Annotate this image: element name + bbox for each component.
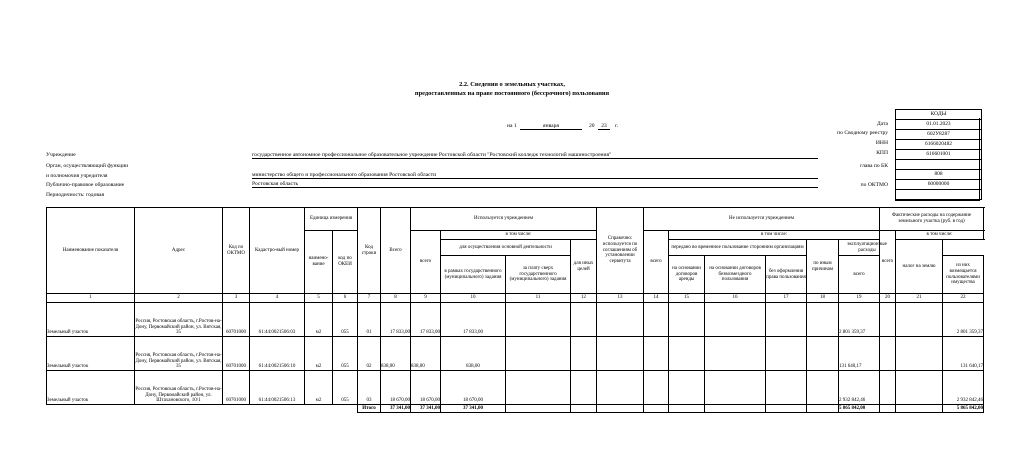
label-kpp: КПП xyxy=(876,150,888,156)
col-number: 8 xyxy=(381,294,411,303)
col-number: 19 xyxy=(839,294,880,303)
date-year-prefix: 20 xyxy=(589,123,595,129)
col-number: 16 xyxy=(705,294,766,303)
col-number: 1 xyxy=(47,294,135,303)
header-unit: Единица измерения xyxy=(305,208,358,231)
header-exp-incl: в том числе: xyxy=(896,231,984,240)
row-total: 838,00 xyxy=(381,337,411,371)
row-okei: 055 xyxy=(333,303,358,337)
header-unit-name: наимено-вание xyxy=(305,231,333,294)
organ-label-line1: Орган, осуществляющий функции xyxy=(46,163,129,169)
col-number: 9 xyxy=(411,294,441,303)
header-expenses: Фактические расходы на содержание земельного участка (руб. в год) xyxy=(880,208,984,231)
row-okei: 055 xyxy=(333,337,358,371)
table-row xyxy=(47,371,984,405)
col-number: 10 xyxy=(441,294,506,303)
code-oktmo: 60000000 xyxy=(896,180,981,190)
col-number: 6 xyxy=(333,294,358,303)
codes-header: КОДЫ xyxy=(896,110,981,120)
col-number: 7 xyxy=(358,294,381,303)
header-exp-oper-reimb: из них возмещается пользователями имущества xyxy=(943,256,984,294)
code-kpp: 616601001 xyxy=(896,150,981,160)
header-tr-noform: без оформления права пользования xyxy=(766,256,807,294)
col-number: 11 xyxy=(506,294,571,303)
date-month: января xyxy=(520,123,582,130)
row-exp-total: 2 932 842,46 xyxy=(839,371,880,405)
header-unit-code: код по ОКЕИ xyxy=(333,231,358,294)
row-used-state: 838,00 xyxy=(441,337,506,371)
col-number: 13 xyxy=(597,294,644,303)
row-unit: м2 xyxy=(305,337,333,371)
label-registry: по Сводному реестру xyxy=(837,130,888,136)
row-code: 01 xyxy=(358,303,381,337)
col-number: 14 xyxy=(644,294,669,303)
row-exp-total: 2 801 359,37 xyxy=(839,303,880,337)
header-tr-lease: на основании договоров аренды xyxy=(669,256,705,294)
totals-total: 37 341,00 xyxy=(381,405,411,413)
organ-value: министерство общего и профессионального образования Ростовской области xyxy=(252,172,818,179)
row-okei: 055 xyxy=(333,371,358,405)
header-tr-free: на основании договоров безвозмездного пользования xyxy=(705,256,766,294)
totals-land-tax: 5 865 842,00 xyxy=(943,405,984,413)
row-address: Россия, Ростовская область, г.Ростов-на- Дону, Первомайский район, ул. Вятская, 35 xyxy=(135,303,223,337)
header-used-total: всего xyxy=(411,231,441,294)
institution-label: Учреждение xyxy=(46,152,76,158)
institution-value: государственное автономное профессиональное образовательное учреждение Ростовской области "Ростовский колледж технологий машиностроения" xyxy=(252,152,818,159)
col-number: 3 xyxy=(223,294,250,303)
col-number: 4 xyxy=(250,294,305,303)
row-cadastral: 61:44:0021506:13 xyxy=(250,371,305,405)
header-name: Наименование показателя xyxy=(47,208,135,294)
row-name: Земельный участок xyxy=(47,337,135,371)
label-bk: глава по БК xyxy=(860,163,888,169)
col-number: 2 xyxy=(135,294,223,303)
totals-used-total: 37 341,00 xyxy=(411,405,441,413)
periodicity-label: Периодичность: годовая xyxy=(46,192,105,198)
row-unit: м2 xyxy=(305,303,333,337)
row-oktmo: 60701000 xyxy=(223,337,250,371)
header-cadastral: Кадастро-вый номер xyxy=(250,208,305,294)
land-plots-table xyxy=(46,207,984,413)
table-row xyxy=(47,337,984,371)
header-used-paid: за плату сверх государственного (муниципального) задания xyxy=(506,256,571,294)
header-not-used-total: всего xyxy=(644,231,669,294)
row-land-tax: 131 640,17 xyxy=(943,337,984,371)
row-unit: м2 xyxy=(305,371,333,405)
header-used: Используется учреждением xyxy=(411,208,597,231)
col-number: 22 xyxy=(943,294,984,303)
label-inn: ИНН xyxy=(875,140,888,146)
code-date: 01.01.2023 xyxy=(896,120,981,130)
row-total: 18 670,00 xyxy=(381,371,411,405)
col-number: 17 xyxy=(766,294,807,303)
header-servitude: Справочно: используется по соглашениям об установлении сервитута xyxy=(597,208,644,294)
header-used-other: для иных целей xyxy=(571,240,597,294)
row-exp-total: 131 640,17 xyxy=(839,337,880,371)
row-cadastral: 61:44:0021506:10 xyxy=(250,337,305,371)
header-not-used-incl: в том числе: xyxy=(669,231,880,240)
header-used-state: в рамках государственного (муниципального) задания xyxy=(441,256,506,294)
header-used-incl: в том числе: xyxy=(441,231,597,240)
header-land-tax: налог на землю xyxy=(896,240,943,294)
header-exp-total: всего xyxy=(880,231,896,294)
col-number: 5 xyxy=(305,294,333,303)
header-exp-oper-total: всего xyxy=(839,256,880,294)
row-address: Россия, Ростовская область, г.Ростов-на- Дону, Первомайский район, ул. Штахановского, 10/1 xyxy=(135,371,223,405)
col-number: 21 xyxy=(896,294,943,303)
totals-row xyxy=(47,405,984,413)
date-suffix: г. xyxy=(615,123,619,129)
row-code: 02 xyxy=(358,337,381,371)
row-total: 17 833,00 xyxy=(381,303,411,337)
row-used-total: 18 670,00 xyxy=(411,371,441,405)
organ-label-line2: и полномочия учредителя xyxy=(46,173,108,179)
header-address: Адрес xyxy=(135,208,223,294)
public-entity-label: Публично-правовое образование xyxy=(46,182,125,188)
row-address: Россия, Ростовская область, г.Ростов-на- Дону, Первомайский район, ул. Вятская, 35 xyxy=(135,337,223,371)
row-cadastral: 61:44:0021506:03 xyxy=(250,303,305,337)
row-oktmo: 60701000 xyxy=(223,303,250,337)
row-code: 03 xyxy=(358,371,381,405)
header-not-used: Не используется учреждением xyxy=(644,208,880,231)
totals-exp-total: 5 865 842,00 xyxy=(839,405,880,413)
public-entity-value: Ростовская область xyxy=(252,181,818,188)
row-used-state: 17 833,00 xyxy=(441,303,506,337)
col-number: 15 xyxy=(669,294,705,303)
header-other-reasons: по иным причинам xyxy=(807,240,839,294)
totals-label: Итого xyxy=(358,405,381,413)
codes-box-frame xyxy=(895,118,980,201)
row-used-state: 18 670,00 xyxy=(441,371,506,405)
totals-used-state: 37 341,00 xyxy=(441,405,506,413)
report-title-line1: 2.2. Сведения о земельных участках, xyxy=(459,81,565,88)
column-numbers-row xyxy=(47,294,984,303)
date-prefix: на 1 xyxy=(507,123,517,129)
col-number: 20 xyxy=(880,294,896,303)
row-name: Земельный участок xyxy=(47,303,135,337)
header-exp-oper: эксплуатационные расходы xyxy=(839,240,896,256)
table-row xyxy=(47,303,984,337)
header-used-main: для осуществления основной деятельности xyxy=(441,240,571,256)
code-bk-value: 808 xyxy=(896,170,981,180)
row-used-total: 17 833,00 xyxy=(411,303,441,337)
col-number: 12 xyxy=(571,294,597,303)
header-row-code: Код строки xyxy=(358,208,381,294)
code-inn: 6166020482 xyxy=(896,140,981,150)
header-transferred: передано во временное пользование сторонним организациям xyxy=(669,240,807,256)
label-date: Дата xyxy=(876,121,888,127)
code-registry: 602У8287 xyxy=(896,130,981,140)
row-used-total: 838,00 xyxy=(411,337,441,371)
header-total: Всего xyxy=(381,208,411,294)
report-title-line2: предоставленных на праве постоянного (бессрочного) пользования xyxy=(414,90,610,97)
row-name: Земельный участок xyxy=(47,371,135,405)
header-oktmo: Код по ОКТМО xyxy=(223,208,250,294)
date-year: 23 xyxy=(598,123,610,130)
row-land-tax: 2 932 842,46 xyxy=(943,371,984,405)
row-oktmo: 60701000 xyxy=(223,371,250,405)
row-land-tax: 2 801 359,37 xyxy=(943,303,984,337)
label-oktmo: по ОКТМО xyxy=(860,182,888,188)
col-number: 18 xyxy=(807,294,839,303)
